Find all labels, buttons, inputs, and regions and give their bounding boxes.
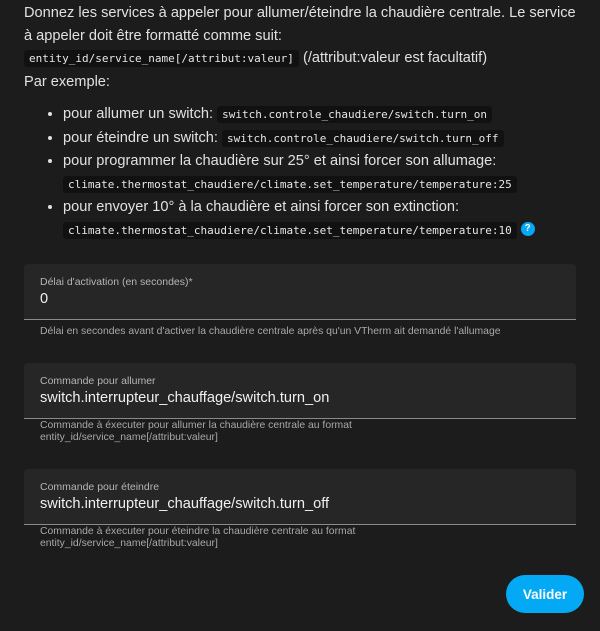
delay-field-label: Délai d'activation (en secondes)* — [40, 276, 193, 288]
off-command-helper-line2: entity_id/service_name[/attribut:valeur] — [40, 538, 218, 549]
example-item — [63, 103, 600, 127]
example-text: pour éteindre un switch: — [63, 129, 222, 146]
example-code: switch.controle_chaudiere/switch.turn_off — [222, 130, 504, 147]
on-command-field[interactable] — [24, 363, 576, 419]
delay-helper-text: Délai en secondes avant d'activer la chaudière centrale après qu'un VTherm ait demandé l'allumage — [40, 326, 501, 337]
example-heading: Par exemple: — [24, 73, 110, 90]
example-code: climate.thermostat_chaudiere/climate.set_temperature/temperature:10 — [63, 222, 517, 239]
on-command-helper-line2: entity_id/service_name[/attribut:valeur] — [40, 432, 218, 443]
example-item — [63, 150, 600, 196]
on-command-label: Commande pour allumer — [40, 375, 156, 387]
delay-input[interactable] — [40, 291, 560, 307]
format-code: entity_id/service_name[/attribut:valeur] — [24, 50, 299, 67]
on-command-input[interactable] — [40, 390, 560, 406]
off-command-helper — [40, 526, 580, 550]
example-text: pour programmer la chaudière sur 25° et ainsi forcer son allumage: — [63, 153, 497, 169]
format-note: (/attribut:valeur est facultatif) — [298, 50, 488, 66]
off-command-label: Commande pour éteindre — [40, 481, 160, 493]
example-text: pour envoyer 10° à la chaudière et ainsi forcer son extinction: — [63, 199, 460, 215]
intro-text — [24, 2, 584, 93]
intro-description: Donnez les services à appeler pour allumer/éteindre la chaudière centrale. Le service à appeler doit être formatté comme suit: — [24, 5, 576, 44]
delay-field[interactable] — [24, 264, 576, 320]
example-item — [63, 127, 600, 151]
off-command-helper-line1: Commande à éxecuter pour éteindre la chaudière centrale au format — [40, 526, 356, 537]
off-command-field[interactable] — [24, 469, 576, 525]
examples-list — [40, 100, 600, 242]
example-text: pour allumer un switch: — [63, 106, 218, 122]
help-icon[interactable]: ? — [521, 222, 535, 236]
on-command-helper-line1: Commande à éxecuter pour allumer la chaudière centrale au format — [40, 420, 352, 431]
on-command-helper — [40, 420, 580, 444]
example-code: switch.controle_chaudiere/switch.turn_on — [217, 106, 492, 123]
example-item — [63, 196, 600, 242]
submit-button[interactable]: Valider — [506, 575, 584, 613]
off-command-input[interactable] — [40, 496, 560, 512]
example-code: climate.thermostat_chaudiere/climate.set_temperature/temperature:25 — [63, 176, 517, 193]
